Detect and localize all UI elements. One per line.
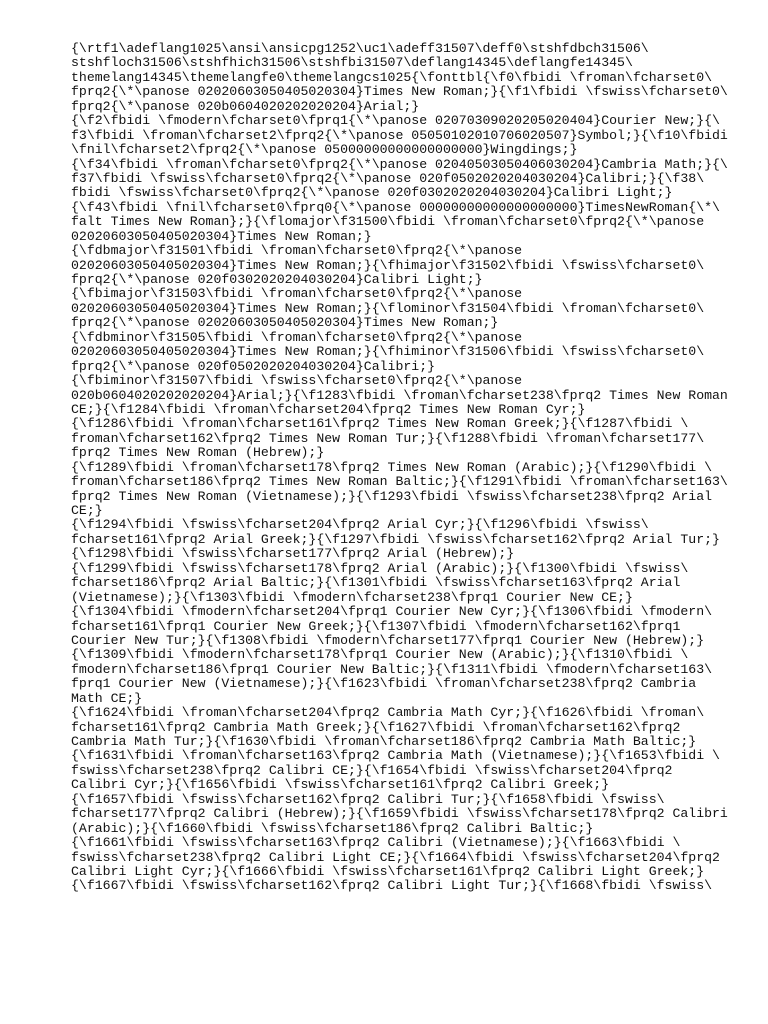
text-line: fprq2{\*\panose 020b0604020202020204}Arial;} <box>71 98 420 114</box>
text-line: CE;} <box>71 503 103 518</box>
text-line: {\f2\fbidi \fmodern\fcharset0\fprq1{\*\panose 02070309020205020404}Courier New;}{\ <box>71 113 720 129</box>
text-line: Calibri Light Cyr;}{\f1666\fbidi \fswiss\fcharset161\fprq2 Calibri Light Greek;} <box>71 863 705 879</box>
text-line: {\fdbmajor\f31501\fbidi \froman\fcharset0\fprq2{\*\panose <box>71 243 523 259</box>
text-line: {\f1624\fbidi \froman\fcharset204\fprq2 Cambria Math Cyr;}{\f1626\fbidi \froman\ <box>71 705 705 721</box>
text-line <box>71 894 711 908</box>
text-line: fmodern\fcharset186\fprq1 Courier New Baltic;}{\f1311\fbidi \fmodern\fcharset163\ <box>71 661 713 677</box>
text-line: (Arabic);}{\f1660\fbidi \fswiss\fcharset186\fprq2 Calibri Baltic;} <box>71 820 594 836</box>
text-line: fprq2 Times New Roman (Vietnamese);}{\f1293\fbidi \fswiss\fcharset238\fprq2 Arial <box>71 488 713 504</box>
text-line: {\f1298\fbidi \fswiss\fcharset177\fprq2 Arial (Hebrew);} <box>71 546 515 562</box>
text-line: {\f43\fbidi \fnil\fcharset0\fprq0{\*\panose 00000000000000000000}TimesNewRoman{\*\ <box>71 199 720 215</box>
text-line: CE;}{\f1284\fbidi \froman\fcharset204\fprq2 Times New Roman Cyr;} <box>71 401 586 417</box>
text-line: fprq2 Times New Roman (Hebrew);} <box>71 445 325 461</box>
text-line: fprq2{\*\panose 02020603050405020304}Times New Roman;}{\f1\fbidi \fswiss\fcharset0\ <box>71 84 728 100</box>
text-line: fbidi \fswiss\fcharset0\fprq2{\*\panose 020f0302020204030204}Calibri Light;} <box>71 185 673 201</box>
text-line: fprq2{\*\panose 020f0502020204030204}Calibri;} <box>71 358 436 374</box>
text-line: {\f1309\fbidi \fmodern\fcharset178\fprq1 Courier New (Arabic);}{\f1310\fbidi \ <box>71 647 689 663</box>
text-line: fcharset186\fprq2 Arial Baltic;}{\f1301\fbidi \fswiss\fcharset163\fprq2 Arial <box>71 575 681 591</box>
text-line: Cambria Math Tur;}{\f1630\fbidi \froman\fcharset186\fprq2 Cambria Math Baltic;} <box>71 734 697 749</box>
text-line: stshfloch31506\stshfhich31506\stshfbi31507\deflang14345\deflangfe14345\ <box>71 55 633 71</box>
text-line: fcharset161\fprq2 Cambria Math Greek;}{\f1627\fbidi \froman\fcharset162\fprq2 <box>71 719 681 735</box>
text-line: 02020603050405020304}Times New Roman;} <box>71 228 372 244</box>
text-line: f37\fbidi \fswiss\fcharset0\fprq2{\*\panose 020f0502020204030204}Calibri;}{\f38\ <box>71 170 705 186</box>
text-line: falt Times New Roman};}{\flomajor\f31500\fbidi \froman\fcharset0\fprq2{\*\panose <box>71 214 705 230</box>
text-line: {\f1631\fbidi \froman\fcharset163\fprq2 Cambria Math (Vietnamese);}{\f1653\fbidi \ <box>71 748 720 764</box>
text-line: froman\fcharset162\fprq2 Times New Roman Tur;}{\f1288\fbidi \froman\fcharset177\ <box>71 430 705 446</box>
text-line: fcharset161\fprq2 Arial Greek;}{\f1297\fbidi \fswiss\fcharset162\fprq2 Arial Tur;} <box>71 531 720 547</box>
text-line: Math CE;} <box>71 690 143 706</box>
text-line: {\f1657\fbidi \fswiss\fcharset162\fprq2 Calibri Tur;}{\f1658\fbidi \fswiss\ <box>71 791 665 807</box>
text-line: themelang14345\themelangfe0\themelangcs1025{\fonttbl{\f0\fbidi \froman\fcharset0\ <box>71 69 713 85</box>
text-line: 020b0604020202020204}Arial;}{\f1283\fbidi \froman\fcharset238\fprq2 Times New Roman <box>71 387 728 403</box>
text-line: {\f1299\fbidi \fswiss\fcharset178\fprq2 Arial (Arabic);}{\f1300\fbidi \fswiss\ <box>71 560 689 576</box>
text-line: fcharset177\fprq2 Calibri (Hebrew);}{\f1659\fbidi \fswiss\fcharset178\fprq2 Calibri <box>71 806 728 822</box>
text-line: fprq2{\*\panose 02020603050405020304}Times New Roman;} <box>71 315 499 331</box>
text-line: {\fbiminor\f31507\fbidi \fswiss\fcharset0\fprq2{\*\panose <box>71 373 523 389</box>
text-line <box>71 923 711 937</box>
text-line: \fnil\fcharset2\fprq2{\*\panose 05000000000000000000}Wingdings;} <box>71 142 578 158</box>
text-line: f3\fbidi \froman\fcharset2\fprq2{\*\panose 05050102010706020507}Symbol;}{\f10\fbidi <box>71 127 728 143</box>
text-line: {\f34\fbidi \froman\fcharset0\fprq2{\*\panose 02040503050406030204}Cambria Math;}{\ <box>71 156 728 172</box>
text-line: 02020603050405020304}Times New Roman;}{\flominor\f31504\fbidi \froman\fcharset0\ <box>71 300 705 316</box>
text-line: fcharset161\fprq1 Courier New Greek;}{\f1307\fbidi \fmodern\fcharset162\fprq1 <box>71 618 681 634</box>
text-line: {\f1286\fbidi \froman\fcharset161\fprq2 Times New Roman Greek;}{\f1287\fbidi \ <box>71 416 689 432</box>
text-line: {\f1294\fbidi \fswiss\fcharset204\fprq2 Arial Cyr;}{\f1296\fbidi \fswiss\ <box>71 517 649 533</box>
text-line: fswiss\fcharset238\fprq2 Calibri Light CE;}{\f1664\fbidi \fswiss\fcharset204\fprq2 <box>71 849 720 865</box>
text-line: Courier New Tur;}{\f1308\fbidi \fmodern\fcharset177\fprq1 Courier New (Hebrew);} <box>71 632 705 648</box>
text-line: {\fbimajor\f31503\fbidi \froman\fcharset0\fprq2{\*\panose <box>71 286 523 302</box>
text-line: {\rtf1\adeflang1025\ansi\ansicpg1252\uc1\adeff31507\deff0\stshfdbch31506\ <box>71 41 649 56</box>
text-line: {\f1289\fbidi \froman\fcharset178\fprq2 Times New Roman (Arabic);}{\f1290\fbidi \ <box>71 459 713 475</box>
text-line: {\f1304\fbidi \fmodern\fcharset204\fprq1 Courier New Cyr;}{\f1306\fbidi \fmodern\ <box>71 604 713 620</box>
text-line: 02020603050405020304}Times New Roman;}{\fhimajor\f31502\fbidi \fswiss\fcharset0\ <box>71 257 705 273</box>
text-line: Calibri Cyr;}{\f1656\fbidi \fswiss\fcharset161\fprq2 Calibri Greek;} <box>71 777 610 793</box>
text-line: fswiss\fcharset238\fprq2 Calibri CE;}{\f1654\fbidi \fswiss\fcharset204\fprq2 <box>71 762 673 778</box>
text-line: {\f1667\fbidi \fswiss\fcharset162\fprq2 Calibri Light Tur;}{\f1668\fbidi \fswiss\ <box>71 878 713 894</box>
text-line: 02020603050405020304}Times New Roman;}{\fhiminor\f31506\fbidi \fswiss\fcharset0\ <box>71 344 705 360</box>
text-line: fprq2{\*\panose 020f0302020204030204}Calibri Light;} <box>71 272 483 287</box>
text-line: {\fdbminor\f31505\fbidi \froman\fcharset0\fprq2{\*\panose <box>71 329 523 345</box>
text-line <box>71 908 711 922</box>
text-line: {\f1661\fbidi \fswiss\fcharset163\fprq2 Calibri (Vietnamese);}{\f1663\fbidi \ <box>71 835 681 851</box>
text-line: froman\fcharset186\fprq2 Times New Roman Baltic;}{\f1291\fbidi \froman\fcharset163\ <box>71 474 728 490</box>
text-line: (Vietnamese);}{\f1303\fbidi \fmodern\fcharset238\fprq1 Courier New CE;} <box>71 589 633 605</box>
text-line: fprq1 Courier New (Vietnamese);}{\f1623\fbidi \froman\fcharset238\fprq2 Cambria <box>71 676 697 692</box>
rtf-source-text <box>71 41 728 937</box>
